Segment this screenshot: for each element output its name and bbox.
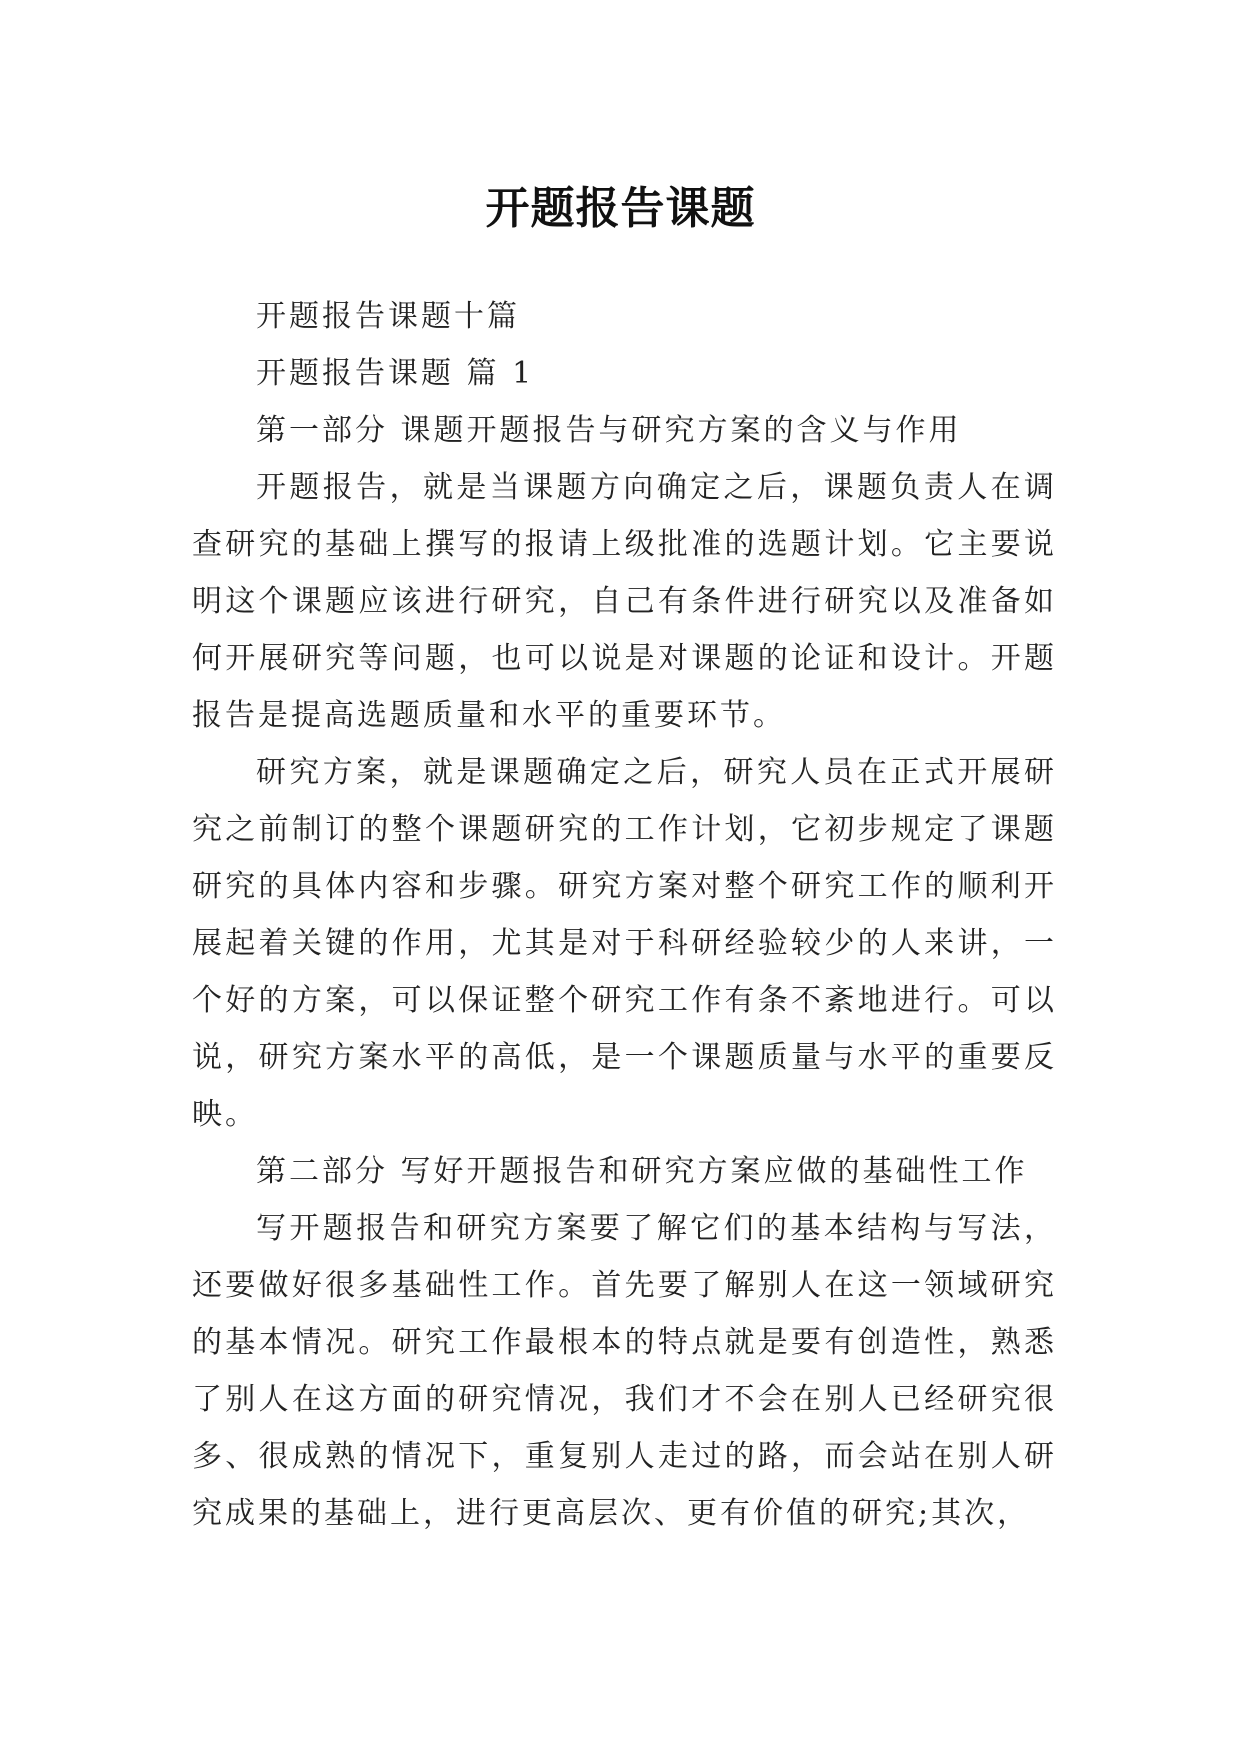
document-title: 开题报告课题 [485, 183, 756, 235]
section-heading-part-one: 第一部分 课题开题报告与研究方案的含义与作用 [256, 413, 962, 448]
paragraph-opening-report-definition: 开题报告，就是当课题方向确定之后，课题负责人在调查研究的基础上撰写的报请上级批准的选题计划。它主要说明这个课题应该进行研究，自己有条件进行研究以及准备如何开展研究等问题，也可以说是对课题的论证和设计。开题报告是提高选题质量和水平的重要环节。 [192, 470, 1057, 733]
section-heading-part-two: 第二部分 写好开题报告和研究方案应做的基础性工作 [256, 1154, 1028, 1189]
paragraph-subtitle: 开题报告课题十篇 [256, 299, 520, 334]
paragraph-article-heading: 开题报告课题 篇 1 [256, 356, 535, 391]
paragraph-groundwork: 写开题报告和研究方案要了解它们的基本结构与写法，还要做好很多基础性工作。首先要了解别人在这一领域研究的基本情况。研究工作最根本的特点就是要有创造性，熟悉了别人在这方面的研究情况，我们才不会在别人已经研究很多、很成熟的情况下，重复别人走过的路，而会站在别人研究成果的基础上，进行更高层次、更有价值的研究;其次， [192, 1211, 1057, 1531]
paragraph-research-plan-definition: 研究方案，就是课题确定之后，研究人员在正式开展研究之前制订的整个课题研究的工作计划，它初步规定了课题研究的具体内容和步骤。研究方案对整个研究工作的顺利开展起着关键的作用，尤其是对于科研经验较少的人来讲，一个好的方案，可以保证整个研究工作有条不紊地进行。可以说，研究方案水平的高低，是一个课题质量与水平的重要反映。 [192, 755, 1057, 1132]
document-body [192, 288, 1057, 1542]
